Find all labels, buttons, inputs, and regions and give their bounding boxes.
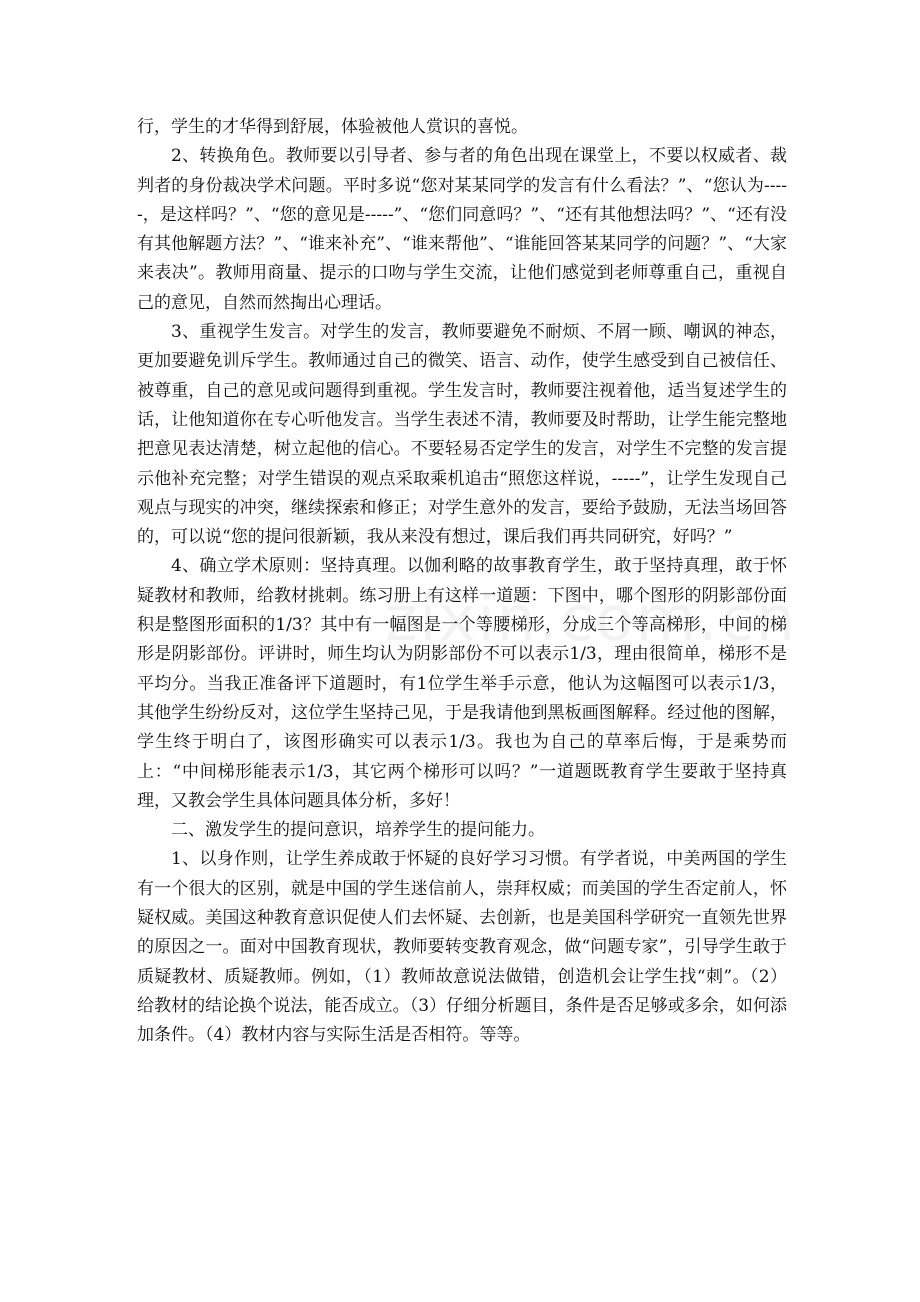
paragraph-switch-roles: 2、转换角色。教师要以引导者、参与者的角色出现在课堂上，不要以权威者、裁判者的身份裁决学术问题。平时多说“您对某某同学的发言有什么看法？”、“您认为-----，是这样吗？”、“您的意见是-----”、“您们同意吗？”、“还有其他想法吗？”、“还有没有其他解题方法？”、“谁来补充”、“谁来帮他”、“谁能回答某某同学的问题？”、“大家来表决”。教师用商量、提示的口吻与学生交流，让他们感觉到老师尊重自己，重视自己的意见，自然而然掏出心理话。 bbox=[137, 146, 787, 313]
paragraph-value-student-speech: 3、重视学生发言。对学生的发言，教师要避免不耐烦、不屑一顾、嘲讽的神态，更加要避免训斥学生。教师通过自己的微笑、语言、动作，使学生感受到自己被信任、被尊重，自己的意见或问题得到重视。学生发言时，教师要注视着他，适当复述学生的话，让他知道你在专心听他发言。当学生表述不清，教师要及时帮助，让学生能完整地把意见表达清楚，树立起他的信心。不要轻易否定学生的发言，对学生不完整的发言提示他补充完整；对学生错误的观点采取乘机追击“照您这样说，-----”，让学生发现自己观点与现实的冲突，继续探索和修正；对学生意外的发言，要给予鼓励，无法当场回答的，可以说“您的提问很新颖，我从来没有想过，课后我们再共同研究，好吗？” bbox=[137, 322, 787, 548]
section-heading-two: 二、激发学生的提问意识，培养学生的提问能力。 bbox=[171, 820, 545, 841]
paragraph-continuation: 行，学生的才华得到舒展，体验被他人赏识的喜悦。 bbox=[137, 117, 528, 137]
document-body bbox=[137, 113, 787, 1051]
paragraph-academic-principle: 4、确立学术原则：坚持真理。以伽利略的故事教育学生，敢于坚持真理，敢于怀疑教材和教师，给教材挑刺。练习册上有这样一道题：下图中，哪个图形的阴影部份面积是整图形面积的1/3？其中有一幅图是一个等腰梯形，分成三个等高梯形，中间的梯形是阴影部份。评讲时，师生均认为阴影部份不可以表示1/3，理由很简单，梯形不是平均分。当我正准备评下道题时，有1位学生举手示意，他认为这幅图可以表示1/3，其他学生纷纷反对，这位学生坚持己见，于是我请他到黑板画图解释。经过他的图解，学生终于明白了，该图形确实可以表示1/3。我也为自己的草率后悔，于是乘势而上：“中间梯形能表示1/3，其它两个梯形可以吗？”一道题既教育学生要敢于坚持真理，又教会学生具体问题具体分析，多好！ bbox=[137, 556, 787, 811]
paragraph-lead-by-example: 1、以身作则，让学生养成敢于怀疑的良好学习习惯。有学者说，中美两国的学生有一个很大的区别，就是中国的学生迷信前人，崇拜权威；而美国的学生否定前人，怀疑权威。美国这种教育意识促使人们去怀疑、去创新，也是美国科学研究一直领先世界的原因之一。面对中国教育现状，教师要转变教育观念，做“问题专家”，引导学生敢于质疑教材、质疑教师。例如，（1）教师故意说法做错，创造机会让学生找“刺”。（2）给教材的结论换个说法，能否成立。（3）仔细分析题目，条件是否足够或多余，如何添加条件。（4）教材内容与实际生活是否相符。等等。 bbox=[137, 849, 787, 1046]
